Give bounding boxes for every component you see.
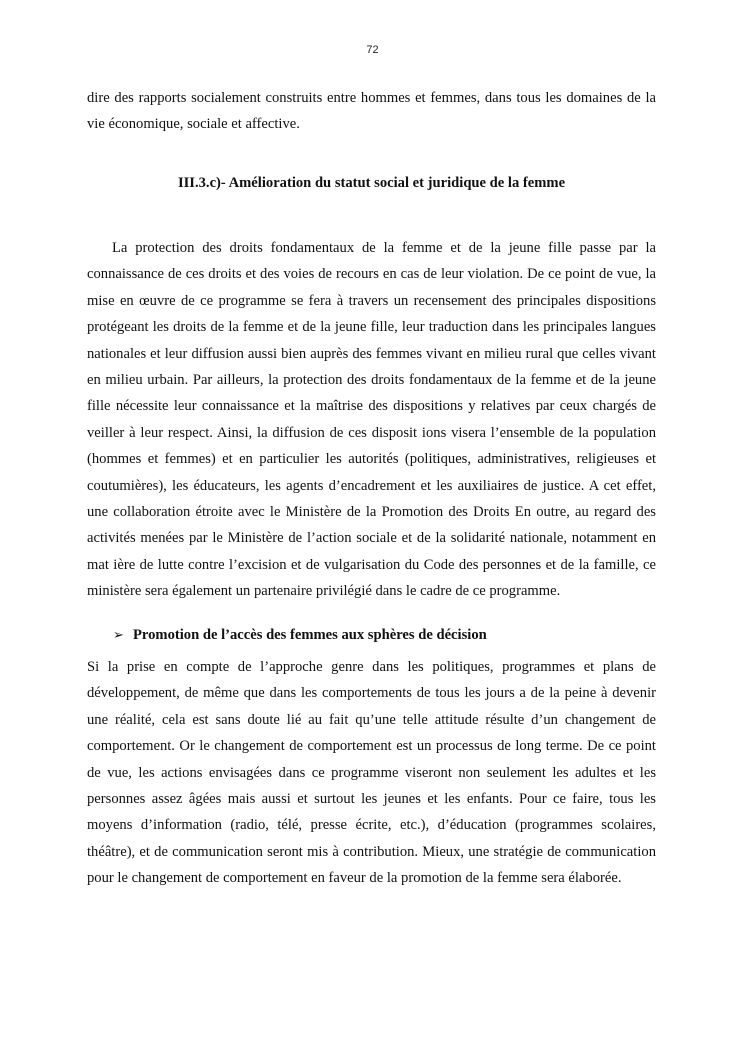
section-heading: III.3.c)- Amélioration du statut social et juridique de la femme (177, 175, 566, 191)
paragraph-intro-continuation: dire des rapports socialement construits entre hommes et femmes, dans tous les domaines de la vie économique, sociale et affective. (87, 90, 656, 133)
page-number: 72 (366, 44, 379, 56)
paragraph-legal-rights: La protection des droits fondamentaux de la femme et de la jeune fille passe par la connaissance de ces droits et des voies de recours en cas de leur violation. De ce point de vue, la mise en œuvre de ce programme se fera à travers un recensement des principales dispositions protégeant les droits de la femme et de la jeune fille, leur traduction dans les principales langues nationales et leur diffusion aussi bien auprès des femmes vivant en milieu rural que celles vivant en milieu urbain. Par ailleurs, la protection des droits fondamentaux de la femme et de la jeune fille nécessite leur connaissance et la maîtrise des dispositions y relatives par ceux chargés de veiller à leur respect. Ainsi, la diffusion de ces disposit ions visera l’ensemble de la population (hommes et femmes) et en particulier les autorités (politiques, administratives, religieuses et coutumières), les éducateurs, les agents d’encadrement et les auxiliaires de justice. A cet effet, une collaboration étroite avec le Ministère de la Promotion des Droits En outre, au regard des activités menées par le Ministère de l’action sociale et de la solidarité nationale, notamment en mat ière de lutte contre l’excision et de vulgarisation du Code des personnes et de la famille, ce ministère sera également un partenaire privilégié dans le cadre de ce programme. (87, 240, 656, 600)
arrow-bullet-icon: ➢ (113, 628, 124, 643)
bullet-heading-text: Promotion de l’accès des femmes aux sphères de décision (133, 627, 487, 643)
paragraph-decision-access: Si la prise en compte de l’approche genre dans les politiques, programmes et plans de développement, de même que dans les comportements de tous les jours a de la peine à devenir une réalité, cela est sans doute lié au fait qu’une telle attitude résulte d’un changement de comportement. Or le changement de comportement est un processus de long terme. De ce point de vue, les actions envisagées dans ce programme viseront non seulement les adultes et les personnes assez âgées mais aussi et surtout les jeunes et les enfants. Pour ce faire, tous les moyens d’information (radio, télé, presse écrite, etc.), d’éducation (programmes scolaires, théâtre), et de communication seront mis à contribution. Mieux, une stratégie de communication pour le changement de comportement en faveur de la promotion de la femme sera élaborée. (87, 659, 656, 887)
bullet-heading-item (113, 624, 673, 647)
